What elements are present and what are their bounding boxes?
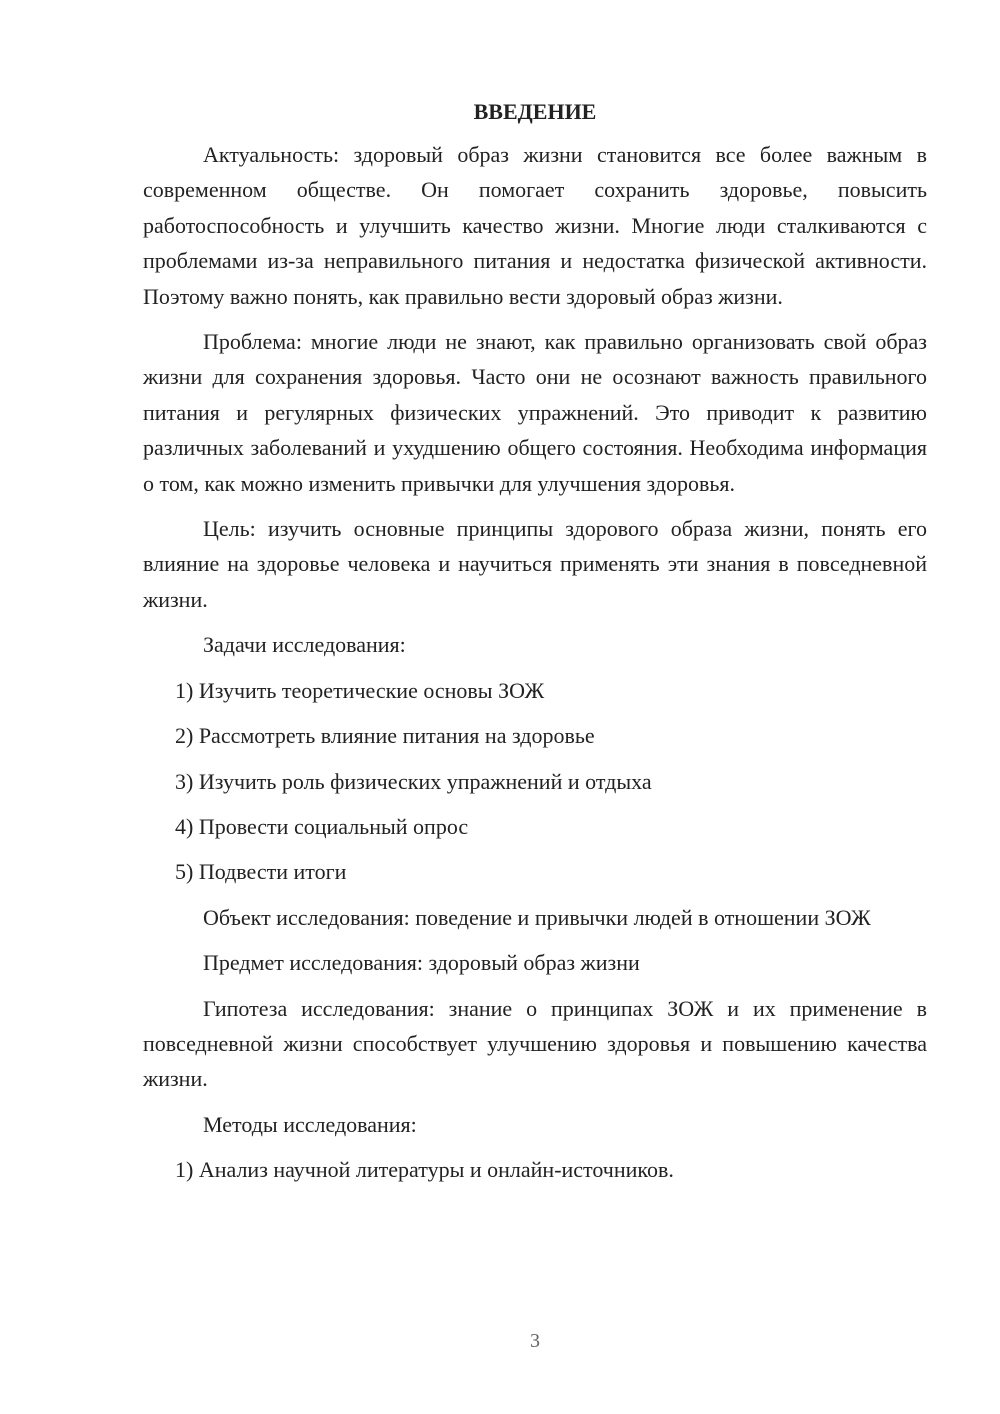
tasks-heading: Задачи исследования:	[203, 632, 406, 658]
object-paragraph: Объект исследования: поведение и привычки людей в отношении ЗОЖ	[203, 904, 871, 930]
list-item: 1) Изучить теоретические основы ЗОЖ	[175, 677, 545, 703]
tasks-list	[143, 673, 927, 890]
list-item: 1) Анализ научной литературы и онлайн-источников.	[175, 1157, 674, 1183]
list-item: 3) Изучить роль физических упражнений и отдыха	[175, 768, 652, 794]
list-item: 4) Провести социальный опрос	[175, 813, 469, 839]
list-item: 2) Рассмотреть влияние питания на здоровье	[175, 723, 595, 749]
methods-list	[143, 1152, 927, 1187]
hypothesis-paragraph: Гипотеза исследования: знание о принципах ЗОЖ и их применение в повседневной жизни способствует улучшению здоровья и повышению качества жизни.	[143, 995, 927, 1092]
section-title: ВВЕДЕНИЕ	[473, 99, 597, 124]
list-item: 5) Подвести итоги	[175, 859, 347, 885]
goal-paragraph: Цель: изучить основные принципы здорового образа жизни, понять его влияние на здоровье человека и научиться применять эти знания в повседневной жизни.	[143, 516, 927, 612]
problem-paragraph: Проблема: многие люди не знают, как правильно организовать свой образ жизни для сохранения здоровья. Часто они не осознают важность правильного питания и регулярных физических упражнений. Это приводит к развитию различных заболеваний и ухудшению общего состояния. Необходима информация о том, как можно изменить привычки для улучшения здоровья.	[143, 329, 927, 496]
subject-paragraph: Предмет исследования: здоровый образ жизни	[203, 950, 640, 976]
relevance-paragraph: Актуальность: здоровый образ жизни становится все более важным в современном обществе. Он помогает сохранить здоровье, повысить работоспособность и улучшить качество жизни. Многие люди сталкиваются с проблемами из-за неправильного питания и недостатка физической активности. Поэтому важно понять, как правильно вести здоровый образ жизни.	[143, 142, 927, 309]
page-number: 3	[530, 1330, 540, 1352]
page-content	[143, 94, 927, 1198]
methods-heading: Методы исследования:	[203, 1111, 417, 1137]
